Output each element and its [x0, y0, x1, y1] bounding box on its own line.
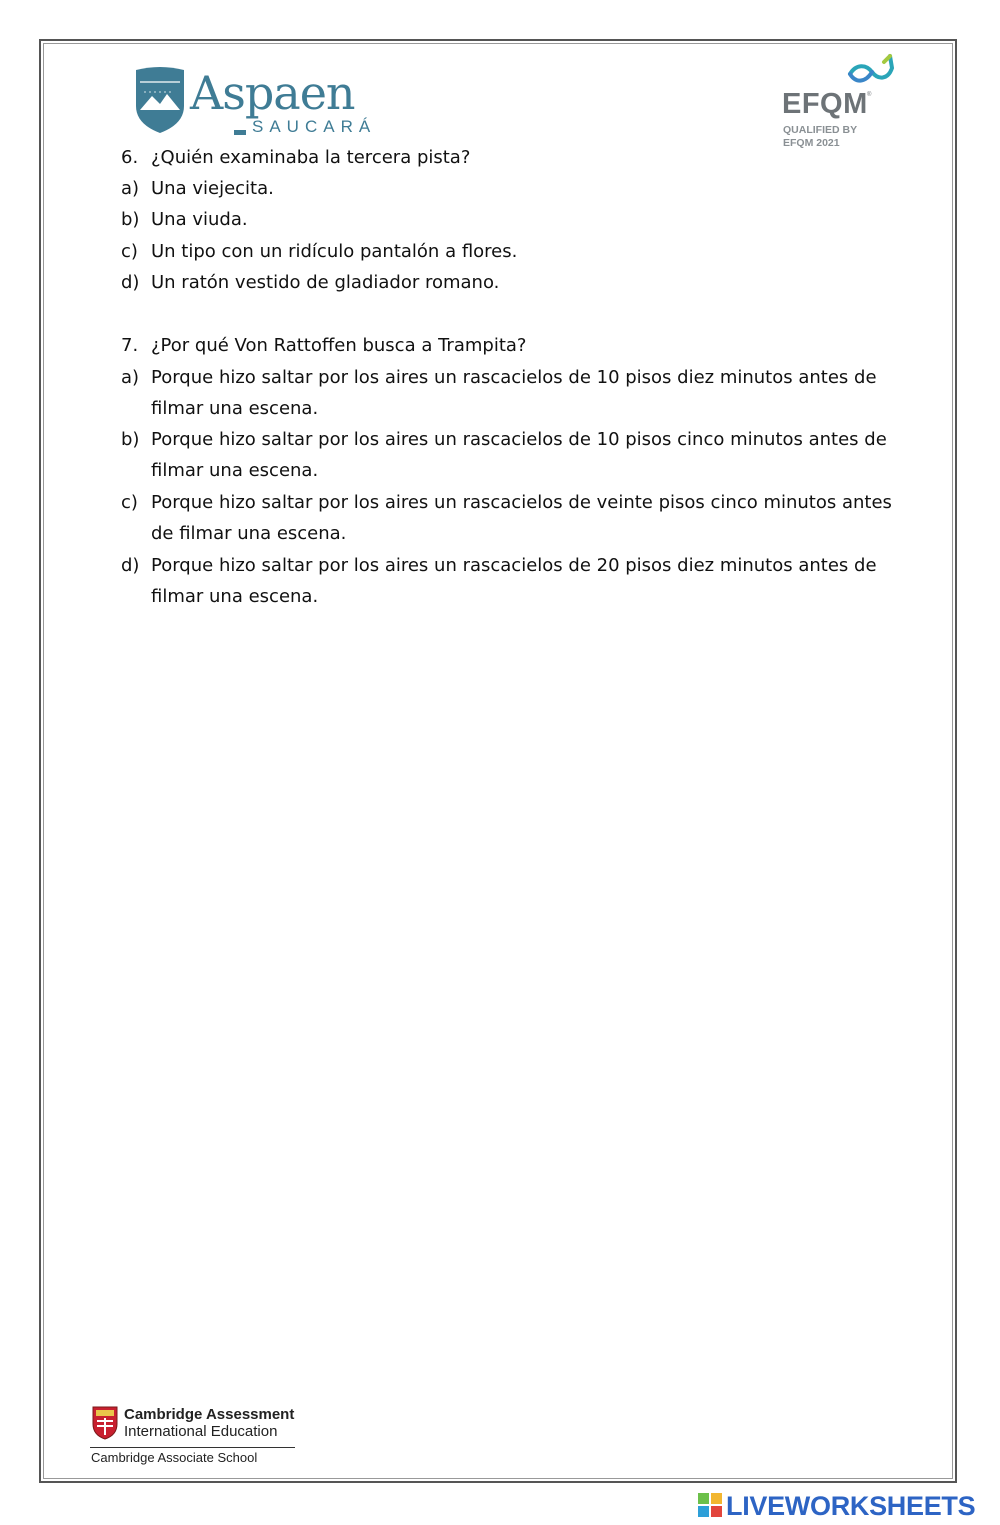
efqm-trademark: ®: [867, 92, 872, 98]
option-marker: a): [121, 178, 140, 199]
option-text[interactable]: Porque hizo saltar por los aires un rascacielos de 10 pisos diez minutos antes de: [151, 367, 877, 388]
cambridge-crest-icon: [92, 1406, 118, 1440]
option-marker: c): [121, 492, 138, 513]
option-text-continued[interactable]: filmar una escena.: [151, 398, 319, 419]
option-text[interactable]: Porque hizo saltar por los aires un rascacielos de veinte pisos cinco minutos antes: [151, 492, 892, 513]
efqm-wordmark: EFQM: [782, 88, 868, 120]
option-text-continued[interactable]: filmar una escena.: [151, 586, 319, 607]
liveworksheets-icon: [698, 1493, 722, 1517]
option-text[interactable]: Una viuda.: [151, 209, 248, 230]
option-marker: d): [121, 555, 140, 576]
option-text[interactable]: Un tipo con un ridículo pantalón a flores.: [151, 241, 518, 262]
cambridge-logo: [90, 1404, 350, 1474]
question-text: ¿Quién examinaba la tercera pista?: [151, 147, 471, 168]
option-text[interactable]: Porque hizo saltar por los aires un rascacielos de 10 pisos cinco minutos antes de: [151, 429, 887, 450]
option-marker: b): [121, 429, 140, 450]
efqm-infinity-icon: [846, 52, 898, 88]
cambridge-line-3: Cambridge Associate School: [91, 1450, 258, 1465]
cambridge-line-2: International Education: [124, 1423, 278, 1440]
option-text[interactable]: Un ratón vestido de gladiador romano.: [151, 272, 500, 293]
option-text-continued[interactable]: filmar una escena.: [151, 460, 319, 481]
aspaen-subtitle: SAUCARÁ: [252, 117, 377, 136]
option-marker: c): [121, 241, 138, 262]
option-text-continued[interactable]: de filmar una escena.: [151, 523, 347, 544]
question-number: 6.: [121, 147, 139, 168]
aspaen-wordmark: Aspaen: [190, 66, 355, 120]
efqm-qualified-line1: QUALIFIED BY: [783, 124, 858, 136]
cambridge-line-1: Cambridge Assessment: [124, 1406, 295, 1423]
cambridge-divider: [90, 1447, 295, 1448]
option-text[interactable]: Porque hizo saltar por los aires un rascacielos de 20 pisos diez minutos antes de: [151, 555, 877, 576]
option-marker: d): [121, 272, 140, 293]
efqm-qualified-line2: EFQM 2021: [783, 137, 840, 149]
option-marker: b): [121, 209, 140, 230]
aspaen-logo: [134, 66, 394, 138]
aspaen-dot: [234, 130, 246, 135]
question-text: ¿Por qué Von Rattoffen busca a Trampita?: [151, 335, 527, 356]
liveworksheets-text: LIVEWORKSHEETS: [726, 1491, 976, 1521]
question-number: 7.: [121, 335, 139, 356]
aspaen-shield-icon: [134, 66, 186, 134]
option-text[interactable]: Una viejecita.: [151, 178, 274, 199]
efqm-logo: [780, 52, 910, 152]
option-marker: a): [121, 367, 140, 388]
liveworksheets-watermark: [698, 1491, 998, 1521]
